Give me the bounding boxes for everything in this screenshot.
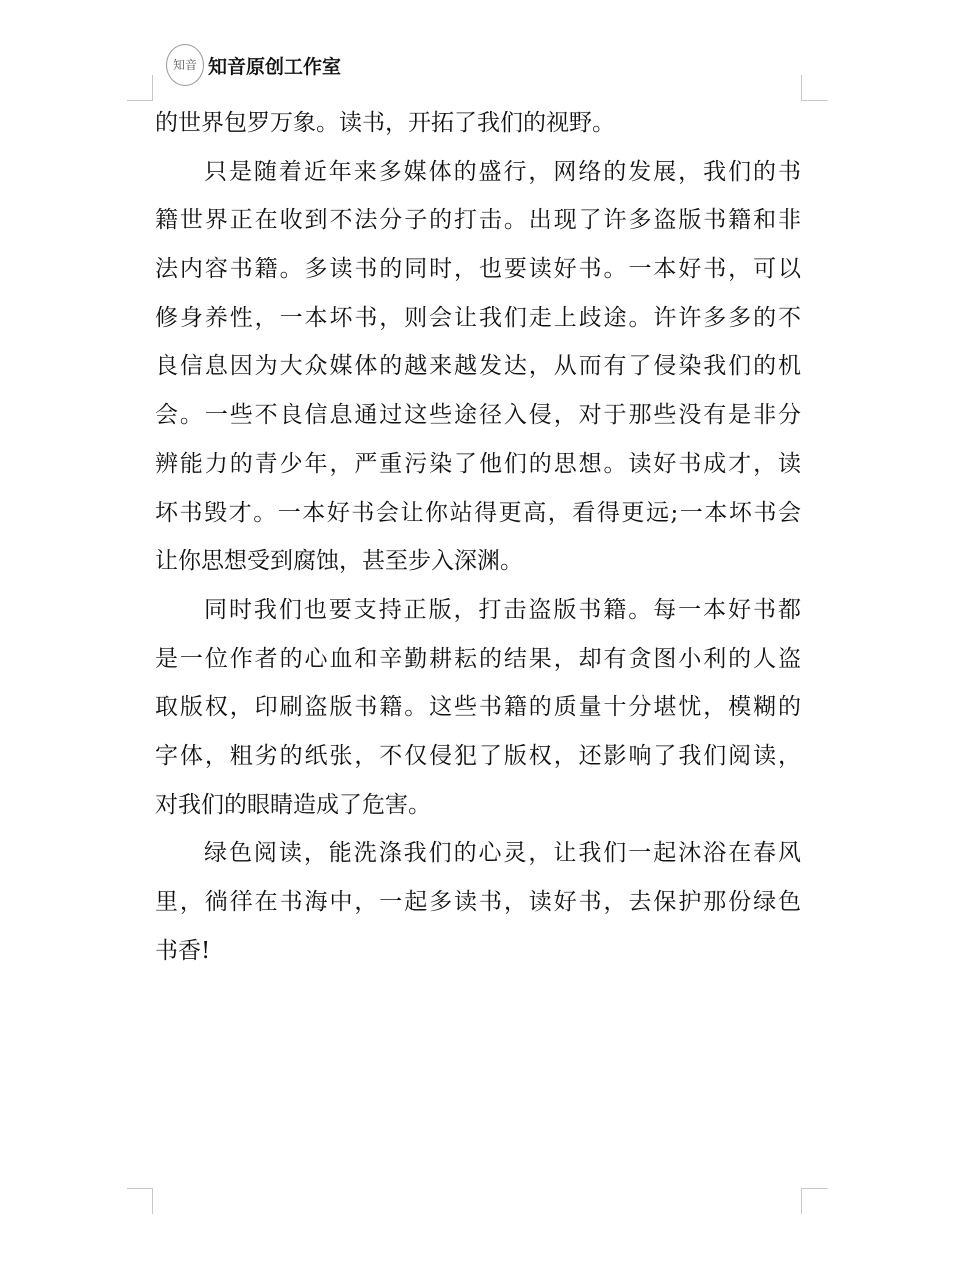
text-line: 字体，粗劣的纸张，不仅侵犯了版权，还影响了我们阅读， [155,742,801,769]
page-header [166,44,341,86]
corner-mark-bottom-left-h [127,1188,153,1189]
corner-mark-top-left-h [127,100,153,101]
corner-mark-bottom-right-h [801,1188,828,1189]
paragraph [155,99,801,148]
paragraph [155,586,801,829]
text-line: 籍世界正在收到不法分子的打击。出现了许多盗版书籍和非 [155,207,801,234]
text-line: 坏书毁才。一本好书会让你站得更高，看得更远;一本坏书会 [155,499,801,526]
logo-seal [166,44,204,86]
corner-mark-bottom-right-v [801,1188,802,1214]
text-line: 会。一些不良信息通过这些途径入侵，对于那些没有是非分 [155,402,801,429]
text-line: 对我们的眼睛造成了危害。 [155,791,431,818]
text-line: 的世界包罗万象。读书，开拓了我们的视野。 [155,110,615,136]
text-line: 良信息因为大众媒体的越来越发达，从而有了侵染我们的机 [155,353,801,380]
paragraph [155,829,801,975]
text-line: 让你思想受到腐蚀，甚至步入深渊。 [155,548,523,575]
text-line: 辨能力的青少年，严重污染了他们的思想。读好书成才，读 [155,450,801,477]
text-line: 同时我们也要支持正版，打击盗版书籍。每一本好书都 [204,596,801,623]
corner-mark-top-right-v [801,75,802,100]
text-line: 修身养性，一本坏书，则会让我们走上歧途。许许多多的不 [155,304,801,331]
paragraph [155,148,801,586]
text-line: 法内容书籍。多读书的同时，也要读好书。一本好书，可以 [155,256,801,283]
corner-mark-top-right-h [801,100,828,101]
text-line: 绿色阅读，能洗涤我们的心灵，让我们一起沐浴在春风 [204,840,801,867]
logo-text: 知音 [172,57,197,72]
text-line: 书香! [155,937,211,964]
corner-mark-top-left-v [152,75,153,100]
text-line: 只是随着近年来多媒体的盛行，网络的发展，我们的书 [204,158,801,185]
document-body [155,99,801,975]
text-line: 里，徜徉在书海中，一起多读书，读好书，去保护那份绿色 [155,889,801,915]
text-line: 是一位作者的心血和辛勤耕耘的结果，却有贪图小利的人盗 [155,645,801,672]
corner-mark-bottom-left-v [152,1188,153,1214]
text-line: 取版权，印刷盗版书籍。这些书籍的质量十分堪忧，模糊的 [155,694,801,721]
brand-name: 知音原创工作室 [208,55,342,78]
